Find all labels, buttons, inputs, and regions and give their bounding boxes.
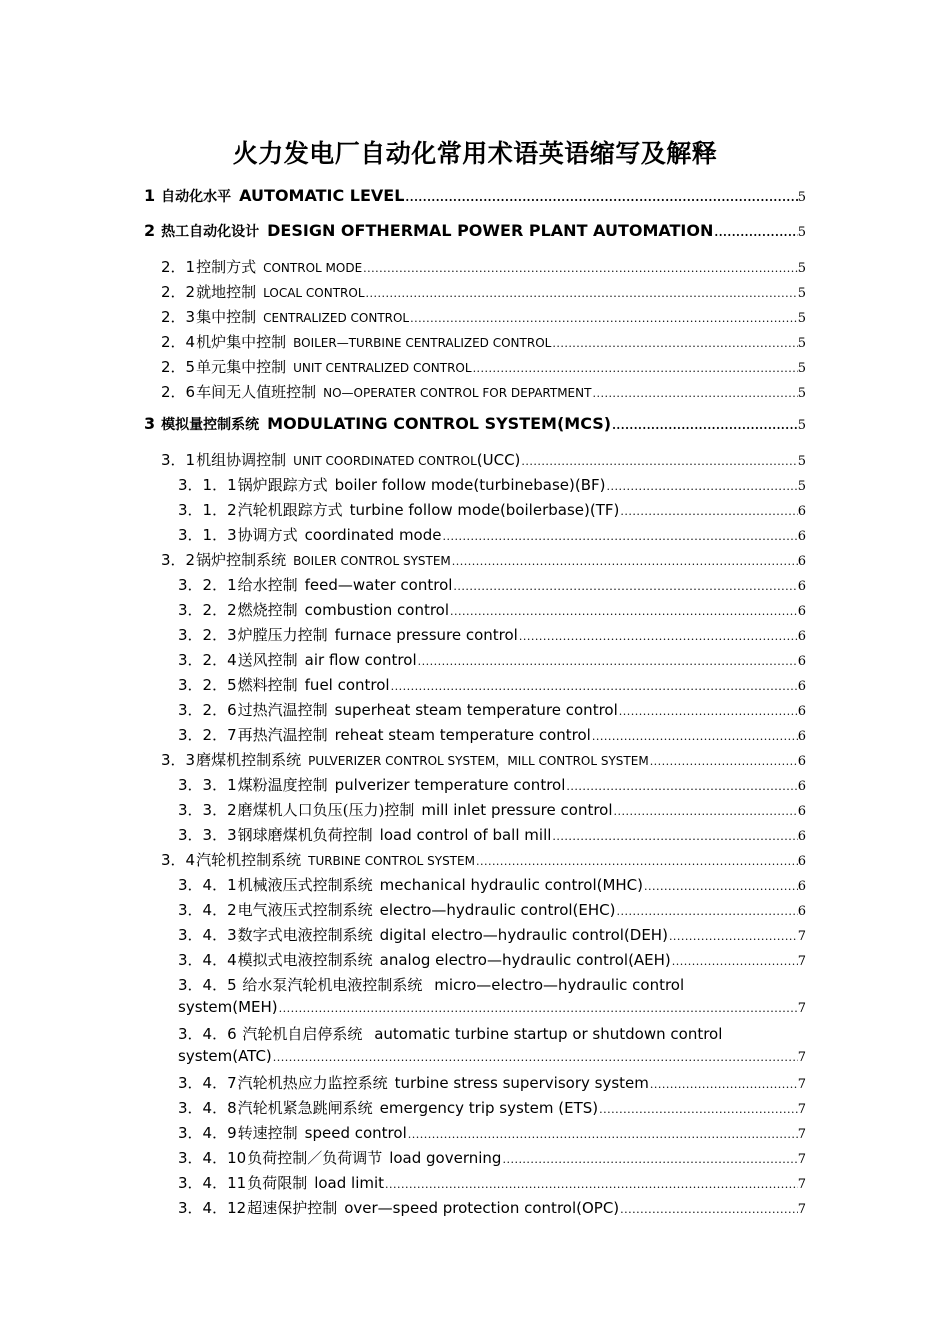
toc-leader <box>363 262 798 275</box>
toc-entry[interactable] <box>178 1147 806 1168</box>
toc-page-number: 6 <box>797 529 806 544</box>
toc-number: 3．3．2 <box>178 801 237 819</box>
toc-leader <box>452 555 798 568</box>
toc-english-title: fuel control <box>304 676 390 694</box>
toc-number: 3．1．3 <box>178 526 237 544</box>
toc-page-number: 7 <box>797 1102 806 1117</box>
toc-page-number: 5 <box>797 261 806 276</box>
toc-chinese-title: 数字式电液控制系统 <box>237 926 373 944</box>
toc-english-title: BOILER CONTROL SYSTEM <box>293 554 451 568</box>
toc-leader <box>279 1002 798 1015</box>
toc-english-title: turbine follow mode(boilerbase)(TF) <box>349 501 620 519</box>
toc-leader <box>273 1051 798 1064</box>
toc-english-title-suffix: (UCC) <box>476 451 521 469</box>
toc-leader <box>385 1178 798 1191</box>
toc-entry[interactable] <box>178 574 806 595</box>
toc-page-number: 7 <box>797 1202 806 1217</box>
toc-page-number: 7 <box>797 929 806 944</box>
toc-page-number: 6 <box>797 879 806 894</box>
toc-number: 2．4 <box>161 333 196 351</box>
toc-number: 3．1．1 <box>178 476 237 494</box>
toc-english-title: reheat steam temperature control <box>334 726 591 744</box>
toc-page-number: 6 <box>797 629 806 644</box>
toc-leader <box>476 855 798 868</box>
toc-entry[interactable] <box>178 924 806 945</box>
toc-page-number: 6 <box>797 854 806 869</box>
toc-entry[interactable] <box>161 549 806 570</box>
toc-page-number: 5 <box>797 479 806 494</box>
toc-entry[interactable] <box>161 331 806 352</box>
toc-chinese-title: 协调方式 <box>237 526 298 544</box>
toc-number: 3．2．4 <box>178 651 237 669</box>
toc-page-number: 6 <box>797 654 806 669</box>
document-title: 火力发电厂自动化常用术语英语缩写及解释 <box>232 139 718 168</box>
toc-english-title: air flow control <box>304 651 417 669</box>
toc-chinese-title: 汽轮机控制系统 <box>196 851 302 869</box>
toc-english-title: UNIT CENTRALIZED CONTROL <box>293 361 472 375</box>
toc-leader <box>408 1128 798 1141</box>
toc-chinese-title: 给水泵汽轮机电液控制系统 <box>242 976 423 994</box>
toc-page-number: 6 <box>797 754 806 769</box>
toc-leader <box>405 191 797 204</box>
toc-entry[interactable] <box>178 874 806 895</box>
toc-english-title: mechanical hydraulic control(MHC) <box>379 876 644 894</box>
toc-entry[interactable] <box>178 824 806 845</box>
toc-english-title: speed control <box>304 1124 407 1142</box>
toc-english-title: CENTRALIZED CONTROL <box>263 311 410 325</box>
toc-number: 3．2．3 <box>178 626 237 644</box>
toc-page-number: 6 <box>797 829 806 844</box>
toc-chinese-title: 炉膛压力控制 <box>237 626 328 644</box>
toc-chinese-title: 燃烧控制 <box>237 601 298 619</box>
toc-entry[interactable] <box>178 724 806 745</box>
toc-number: 3．4．7 <box>178 1074 237 1092</box>
toc-entry-wrapped[interactable] <box>178 1023 722 1044</box>
toc-chinese-title: 磨煤机人口负压(压力)控制 <box>237 801 415 819</box>
toc-number: 3．2 <box>161 551 196 569</box>
toc-chinese-title: 机组协调控制 <box>196 451 287 469</box>
toc-number: 3．4．3 <box>178 926 237 944</box>
toc-page-number: 5 <box>797 190 806 205</box>
toc-chinese-title: 煤粉温度控制 <box>237 776 328 794</box>
toc-page-number: 6 <box>797 604 806 619</box>
toc-number: 3．4．12 <box>178 1199 247 1217</box>
toc-english-title: AUTOMATIC LEVEL <box>239 186 405 205</box>
toc-leader <box>592 730 798 743</box>
toc-number: 3．4．5 <box>178 976 237 994</box>
toc-chinese-title: 再热汽温控制 <box>237 726 328 744</box>
toc-number: 3．4．11 <box>178 1174 247 1192</box>
toc-number: 3．2．2 <box>178 601 237 619</box>
toc-entry[interactable] <box>161 381 806 402</box>
toc-leader <box>650 1078 798 1091</box>
toc-leader <box>620 1203 798 1216</box>
toc-number: 2．6 <box>161 383 196 401</box>
toc-number: 3．4 <box>161 851 196 869</box>
toc-number: 2．2 <box>161 283 196 301</box>
toc-chinese-title: 热工自动化设计 <box>161 224 260 240</box>
toc-chinese-title: 控制方式 <box>196 258 257 276</box>
toc-leader <box>650 755 798 768</box>
toc-leader <box>443 530 798 543</box>
toc-leader <box>453 580 797 593</box>
toc-english-title: MODULATING CONTROL SYSTEM(MCS) <box>267 414 612 433</box>
toc-english-title: feed—water control <box>304 576 453 594</box>
toc-english-title: combustion control <box>304 601 450 619</box>
toc-leader <box>552 830 797 843</box>
toc-chinese-title: 就地控制 <box>196 283 257 301</box>
toc-english-title: DESIGN OFTHERMAL POWER PLANT AUTOMATION <box>267 221 714 240</box>
toc-english-title: UNIT COORDINATED CONTROL <box>293 454 477 468</box>
toc-leader <box>366 287 798 300</box>
toc-entry[interactable] <box>144 186 806 206</box>
toc-chinese-title: 模拟量控制系统 <box>161 417 260 433</box>
toc-entry[interactable] <box>178 674 806 695</box>
toc-page-number: 7 <box>797 1177 806 1192</box>
toc-chinese-title: 负荷控制／负荷调节 <box>247 1149 383 1167</box>
toc-number: 3．4．10 <box>178 1149 247 1167</box>
toc-page-number: 7 <box>797 1152 806 1167</box>
toc-number: 3．2．5 <box>178 676 237 694</box>
toc-english-title: LOCAL CONTROL <box>263 286 365 300</box>
toc-page-number: 6 <box>797 904 806 919</box>
toc-leader <box>619 705 798 718</box>
toc-leader <box>410 312 798 325</box>
toc-number: 3．2．7 <box>178 726 237 744</box>
toc-english-title: emergency trip system (ETS) <box>379 1099 599 1117</box>
toc-number: 2．3 <box>161 308 196 326</box>
toc-english-title: load control of ball mill <box>379 826 552 844</box>
toc-chinese-title: 汽轮机热应力监控系统 <box>237 1074 388 1092</box>
toc-page-number: 5 <box>797 286 806 301</box>
toc-chinese-title: 电气液压式控制系统 <box>237 901 373 919</box>
toc-leader <box>599 1103 798 1116</box>
toc-chinese-title: 送风控制 <box>237 651 298 669</box>
toc-page-number: 6 <box>797 779 806 794</box>
toc-chinese-title: 给水控制 <box>237 576 298 594</box>
toc-entry[interactable] <box>178 699 806 720</box>
toc-entry[interactable] <box>178 499 806 520</box>
toc-leader <box>450 605 798 618</box>
toc-entry[interactable] <box>178 799 806 820</box>
toc-entry[interactable] <box>178 474 806 495</box>
toc-english-title: mill inlet pressure control <box>421 801 613 819</box>
toc-number: 2．1 <box>161 258 196 276</box>
toc-english-title: superheat steam temperature control <box>334 701 618 719</box>
toc-chinese-title: 过热汽温控制 <box>237 701 328 719</box>
toc-entry-continuation[interactable] <box>178 1047 806 1065</box>
toc-page-number: 7 <box>797 1127 806 1142</box>
toc-chinese-title: 转速控制 <box>237 1124 298 1142</box>
toc-chinese-title: 磨煤机控制系统 <box>196 751 302 769</box>
toc-entry[interactable] <box>178 774 806 795</box>
toc-english-title: NO—OPERATER CONTROL FOR DEPARTMENT <box>323 386 592 400</box>
toc-entry[interactable] <box>161 281 806 302</box>
toc-page-number: 5 <box>797 336 806 351</box>
toc-entry[interactable] <box>144 221 806 241</box>
toc-english-title-continued: system(MEH) <box>178 998 278 1016</box>
toc-number: 3．1 <box>161 451 196 469</box>
toc-chinese-title: 锅炉控制系统 <box>196 551 287 569</box>
toc-number: 3．2．6 <box>178 701 237 719</box>
toc-english-title: analog electro—hydraulic control(AEH) <box>379 951 671 969</box>
toc-english-title: coordinated mode <box>304 526 442 544</box>
toc-number: 3．2．1 <box>178 576 237 594</box>
toc-chinese-title: 汽轮机跟踪方式 <box>237 501 343 519</box>
toc-english-title: boiler follow mode(turbinebase)(BF) <box>334 476 606 494</box>
toc-chinese-title: 锅炉跟踪方式 <box>237 476 328 494</box>
toc-english-title: furnace pressure control <box>334 626 518 644</box>
toc-entry[interactable] <box>161 356 806 377</box>
toc-chinese-title: 自动化水平 <box>161 189 232 205</box>
toc-leader <box>521 455 797 468</box>
toc-leader <box>669 930 798 943</box>
toc-chinese-title: 集中控制 <box>196 308 257 326</box>
toc-number: 3．3 <box>161 751 196 769</box>
toc-leader <box>592 387 797 400</box>
toc-english-title: micro—electro—hydraulic control <box>434 976 685 994</box>
toc-leader <box>502 1153 797 1166</box>
toc-chinese-title: 车间无人值班控制 <box>196 383 317 401</box>
toc-leader <box>519 630 798 643</box>
toc-chinese-title: 燃料控制 <box>237 676 298 694</box>
toc-page-number: 5 <box>797 225 806 240</box>
toc-english-title: PULVERIZER CONTROL SYSTEM，MILL CONTROL SYSTEM <box>308 754 649 768</box>
toc-leader <box>614 805 798 818</box>
toc-page-number: 6 <box>797 804 806 819</box>
toc-entry[interactable] <box>144 414 806 434</box>
toc-page-number: 7 <box>797 954 806 969</box>
toc-entry[interactable] <box>161 849 806 870</box>
toc-entry[interactable] <box>178 899 806 920</box>
toc-number: 2．5 <box>161 358 196 376</box>
toc-chinese-title: 汽轮机紧急跳闸系统 <box>237 1099 373 1117</box>
toc-entry[interactable] <box>178 599 806 620</box>
toc-leader <box>418 655 798 668</box>
toc-entry[interactable] <box>178 624 806 645</box>
toc-english-title: digital electro—hydraulic control(DEH) <box>379 926 668 944</box>
toc-leader <box>620 505 797 518</box>
toc-page-number: 6 <box>797 554 806 569</box>
toc-english-title: turbine stress supervisory system <box>394 1074 649 1092</box>
toc-chinese-title: 机炉集中控制 <box>196 333 287 351</box>
toc-number: 1 <box>144 186 156 205</box>
toc-entry[interactable] <box>178 1197 806 1218</box>
toc-english-title: over—speed protection control(OPC) <box>344 1199 620 1217</box>
toc-entry-wrapped[interactable] <box>178 974 684 995</box>
toc-number: 3．3．1 <box>178 776 237 794</box>
toc-number: 3．4．6 <box>178 1025 237 1043</box>
toc-entry[interactable] <box>178 1122 806 1143</box>
toc-page-number: 5 <box>797 386 806 401</box>
toc-number: 3．4．2 <box>178 901 237 919</box>
toc-page-number: 7 <box>797 1001 806 1016</box>
toc-entry[interactable] <box>178 524 806 545</box>
toc-leader <box>612 419 798 432</box>
toc-chinese-title: 超速保护控制 <box>247 1199 338 1217</box>
toc-entry[interactable] <box>178 1172 806 1193</box>
toc-leader <box>714 226 797 239</box>
toc-number: 3．4．1 <box>178 876 237 894</box>
toc-english-title: load governing <box>389 1149 502 1167</box>
toc-leader <box>473 362 798 375</box>
toc-entry[interactable] <box>178 1072 806 1093</box>
toc-page-number: 6 <box>797 729 806 744</box>
toc-leader <box>391 680 798 693</box>
toc-entry[interactable] <box>178 649 806 670</box>
toc-entry[interactable] <box>161 306 806 327</box>
toc-entry-continuation[interactable] <box>178 998 806 1016</box>
toc-number: 3．4．4 <box>178 951 237 969</box>
toc-english-title: electro—hydraulic control(EHC) <box>379 901 616 919</box>
toc-english-title: automatic turbine startup or shutdown control <box>374 1025 723 1043</box>
toc-entry[interactable] <box>178 949 806 970</box>
toc-leader <box>606 480 797 493</box>
toc-entry[interactable] <box>161 256 806 277</box>
toc-english-title: CONTROL MODE <box>263 261 363 275</box>
toc-number: 3．4．9 <box>178 1124 237 1142</box>
toc-number: 3．1．2 <box>178 501 237 519</box>
toc-page-number: 6 <box>797 679 806 694</box>
toc-page-number: 5 <box>797 418 806 433</box>
toc-page-number: 6 <box>797 704 806 719</box>
toc-chinese-title: 模拟式电液控制系统 <box>237 951 373 969</box>
toc-entry[interactable] <box>161 449 806 470</box>
toc-chinese-title: 单元集中控制 <box>196 358 287 376</box>
toc-leader <box>616 905 797 918</box>
toc-chinese-title: 机械液压式控制系统 <box>237 876 373 894</box>
toc-english-title: BOILER—TURBINE CENTRALIZED CONTROL <box>293 336 552 350</box>
toc-page-number: 5 <box>797 361 806 376</box>
toc-page-number: 5 <box>797 454 806 469</box>
toc-english-title-continued: system(ATC) <box>178 1047 272 1065</box>
toc-english-title: TURBINE CONTROL SYSTEM <box>308 854 475 868</box>
toc-chinese-title: 汽轮机自启停系统 <box>242 1025 363 1043</box>
toc-english-title: load limit <box>314 1174 385 1192</box>
toc-page-number: 7 <box>797 1050 806 1065</box>
toc-page-number: 7 <box>797 1077 806 1092</box>
toc-leader <box>552 337 797 350</box>
toc-chinese-title: 钢球磨煤机负荷控制 <box>237 826 373 844</box>
toc-chinese-title: 负荷限制 <box>247 1174 308 1192</box>
toc-number: 3．4．8 <box>178 1099 237 1117</box>
toc-entry[interactable] <box>178 1097 806 1118</box>
toc-english-title: pulverizer temperature control <box>334 776 566 794</box>
toc-leader <box>672 955 798 968</box>
toc-page-number: 5 <box>797 311 806 326</box>
toc-entry[interactable] <box>161 749 806 770</box>
toc-page-number: 6 <box>797 504 806 519</box>
toc-number: 2 <box>144 221 156 240</box>
toc-number: 3．3．3 <box>178 826 237 844</box>
toc-leader <box>644 880 798 893</box>
toc-number: 3 <box>144 414 156 433</box>
toc-page-number: 6 <box>797 579 806 594</box>
toc-leader <box>566 780 797 793</box>
